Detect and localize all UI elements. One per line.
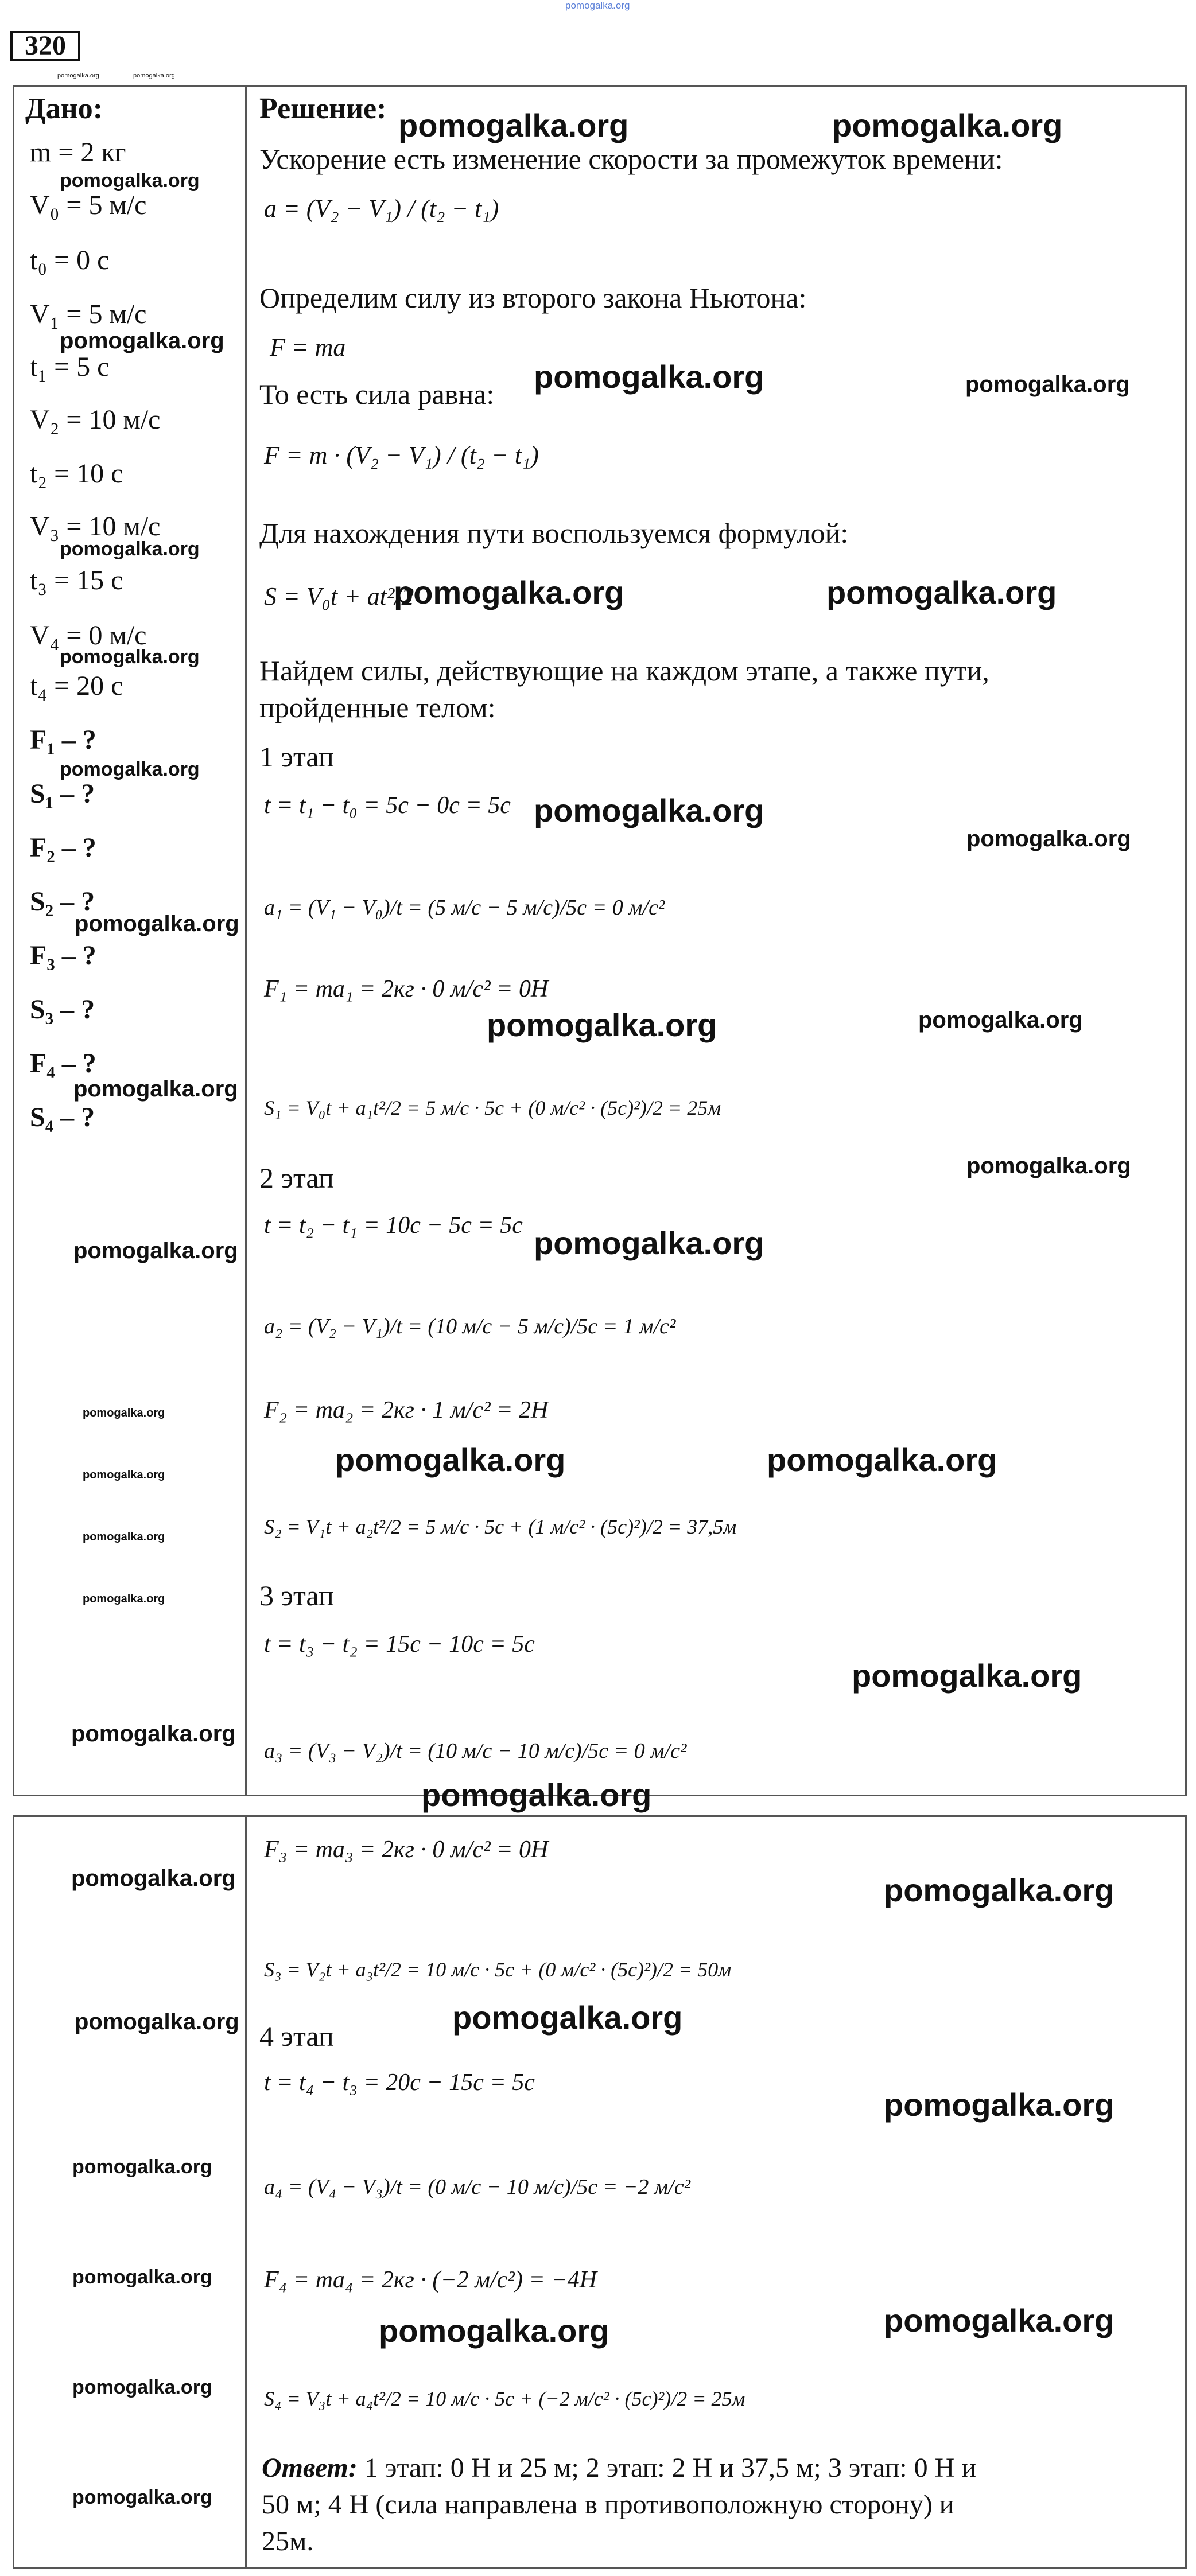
stage-2-path: S₂ = V₁t + a₂t²/2 = 5 м/с · 5с + (1 м/с² · (5с)²)/2 = 37,5м (264, 1515, 737, 1538)
watermark: pomogalka.org (966, 826, 1131, 851)
unknown-item: F₁ – ? (30, 725, 96, 755)
watermark: pomogalka.org (83, 1407, 165, 1419)
stage-2-force: F₂ = ma₂ = 2кг · 1 м/с² = 2Н (264, 1397, 549, 1423)
given-item: t₀ = 0 с (30, 245, 110, 275)
watermark: pomogalka.org (71, 1866, 236, 1891)
watermark: pomogalka.org (452, 1999, 683, 2036)
stage-1-path: S₁ = V₀t + a₁t²/2 = 5 м/с · 5с + (0 м/с² · (5с)²)/2 = 25м (264, 1096, 721, 1119)
given-title: Дано: (25, 92, 103, 125)
watermark: pomogalka.org (72, 2266, 212, 2288)
given-item: m = 2 кг (30, 137, 126, 168)
path-formula: S = V₀t + at²/2 (264, 582, 414, 610)
watermark: pomogalka.org (966, 1153, 1131, 1178)
given-item: t₁ = 5 с (30, 352, 110, 382)
stage-3-path: S₃ = V₂t + a₃t²/2 = 10 м/с · 5с + (0 м/с² · (5с)²)/2 = 50м (264, 1958, 732, 1981)
watermark: pomogalka.org (75, 911, 239, 936)
watermark: pomogalka.org (71, 1721, 236, 1746)
watermark: pomogalka.org (73, 1238, 238, 1263)
unknown-item: S₃ – ? (30, 994, 95, 1025)
watermark: pomogalka.org (487, 1007, 717, 1043)
watermark: pomogalka.org (398, 107, 629, 143)
force-full-formula: F = m · (V₂ − V₁) / (t₂ − t₁) (264, 441, 539, 469)
watermark: pomogalka.org (852, 1657, 1082, 1694)
watermark: pomogalka.org (83, 1593, 165, 1605)
path-formula-text: Для нахождения пути воспользуемся формулой: (259, 517, 849, 549)
watermark: pomogalka.org (60, 328, 224, 353)
watermark: pomogalka.org (884, 2087, 1115, 2123)
stage-2-time: t = t₂ − t₁ = 10с − 5с = 5с (264, 1212, 523, 1239)
solution-title: Решение: (259, 92, 387, 125)
answer-line-2: 50 м; 4 Н (сила направлена в противоположную сторону) и (262, 2489, 954, 2520)
stage-4-time: t = t₄ − t₃ = 20с − 15с = 5с (264, 2069, 535, 2096)
given-item: V₁ = 5 м/с (30, 299, 147, 329)
watermark: pomogalka.org (767, 1442, 997, 1478)
watermark: pomogalka.org (83, 1469, 165, 1481)
stage-1-accel: a₁ = (V₁ − V₀)/t = (5 м/с − 5 м/с)/5с = 0 м/с² (264, 896, 665, 920)
given-item: t₄ = 20 с (30, 671, 123, 701)
unknown-item: F₂ – ? (30, 832, 96, 863)
force-formula: F = ma (270, 333, 346, 361)
watermark: pomogalka.org (72, 2486, 212, 2508)
stage-1-time: t = t₁ − t₀ = 5с − 0с = 5с (264, 792, 511, 819)
accel-definition-text: Ускорение есть изменение скорости за промежуток времени: (259, 143, 1003, 175)
unknown-item: F₄ – ? (30, 1048, 96, 1079)
find-forces-text-2: пройденные телом: (259, 691, 496, 723)
watermark: pomogalka.org (394, 574, 624, 610)
given-item: t₂ = 10 с (30, 458, 123, 489)
given-item: V₃ = 10 м/с (30, 511, 161, 542)
watermark: pomogalka.org (826, 574, 1057, 610)
watermark: pomogalka.org (832, 107, 1063, 143)
problem-number: 320 (10, 31, 80, 61)
site-header: pomogalka.org (565, 0, 630, 11)
watermark: pomogalka.org (884, 2302, 1115, 2338)
watermark: pomogalka.org (335, 1442, 566, 1478)
watermark: pomogalka.org (83, 1531, 165, 1543)
watermark: pomogalka.org (534, 792, 764, 828)
watermark: pomogalka.org (918, 1007, 1083, 1033)
stage-4-force: F₄ = ma₄ = 2кг · (−2 м/с²) = −4Н (264, 2267, 597, 2293)
watermark: pomogalka.org (60, 758, 200, 780)
watermark: pomogalka.org (60, 646, 200, 668)
given-item: V₂ = 10 м/с (30, 404, 161, 435)
unknown-item: F₃ – ? (30, 940, 96, 971)
accel-formula: a = (V₂ − V₁) / (t₂ − t₁) (264, 194, 499, 223)
given-item: V₄ = 0 м/с (30, 620, 147, 651)
stage-1-label: 1 этап (259, 741, 334, 773)
stage-4-path: S₄ = V₃t + a₄t²/2 = 10 м/с · 5с + (−2 м/с² · (5с)²)/2 = 25м (264, 2387, 745, 2410)
watermark: pomogalka.org (965, 372, 1130, 397)
watermark: pomogalka.org (60, 170, 200, 192)
watermark: pomogalka.org (534, 359, 764, 395)
answer-label: Ответ: (262, 2453, 358, 2483)
find-forces-text: Найдем силы, действующие на каждом этапе, а также пути, (259, 655, 989, 687)
unknown-item: S₄ – ? (30, 1102, 95, 1133)
stage-3-label: 3 этап (259, 1579, 334, 1612)
watermark: pomogalka.org (75, 2009, 239, 2034)
stage-3-time: t = t₃ − t₂ = 15с − 10с = 5с (264, 1631, 535, 1657)
column-divider (245, 85, 247, 1796)
watermark-tiny: pomogalka.org (57, 72, 99, 79)
watermark: pomogalka.org (884, 1872, 1115, 1908)
stage-1-force: F₁ = ma₁ = 2кг · 0 м/с² = 0Н (264, 976, 549, 1002)
stage-4-label: 4 этап (259, 2020, 334, 2052)
stage-2-label: 2 этап (259, 1162, 334, 1194)
watermark: pomogalka.org (60, 538, 200, 560)
watermark: pomogalka.org (379, 2313, 609, 2349)
force-is-text: То есть сила равна: (259, 378, 495, 410)
answer-text-1: 1 этап: 0 Н и 25 м; 2 этап: 2 Н и 37,5 м; 3 этап: 0 Н и (364, 2453, 976, 2483)
column-divider (245, 1815, 247, 2569)
given-item: V₀ = 5 м/с (30, 190, 147, 220)
stage-2-accel: a₂ = (V₂ − V₁)/t = (10 м/с − 5 м/с)/5с = 1 м/с² (264, 1314, 676, 1338)
stage-4-accel: a₄ = (V₄ − V₃)/t = (0 м/с − 10 м/с)/5с = −2 м/с² (264, 2175, 690, 2199)
watermark: pomogalka.org (73, 1076, 238, 1102)
watermark-tiny: pomogalka.org (133, 72, 175, 79)
given-item: t₃ = 15 с (30, 565, 123, 596)
stage-3-accel: a₃ = (V₃ − V₂)/t = (10 м/с − 10 м/с)/5с = 0 м/с² (264, 1739, 687, 1763)
newton-text: Определим силу из второго закона Ньютона: (259, 282, 807, 314)
watermark: pomogalka.org (72, 2376, 212, 2398)
watermark: pomogalka.org (72, 2156, 212, 2178)
stage-3-force: F₃ = ma₃ = 2кг · 0 м/с² = 0Н (264, 1836, 549, 1863)
unknown-item: S₂ – ? (30, 886, 95, 917)
watermark: pomogalka.org (421, 1777, 652, 1813)
watermark: pomogalka.org (534, 1225, 764, 1261)
unknown-item: S₁ – ? (30, 779, 95, 809)
answer-line-3: 25м. (262, 2526, 314, 2556)
answer-line-1 (262, 2451, 976, 2485)
